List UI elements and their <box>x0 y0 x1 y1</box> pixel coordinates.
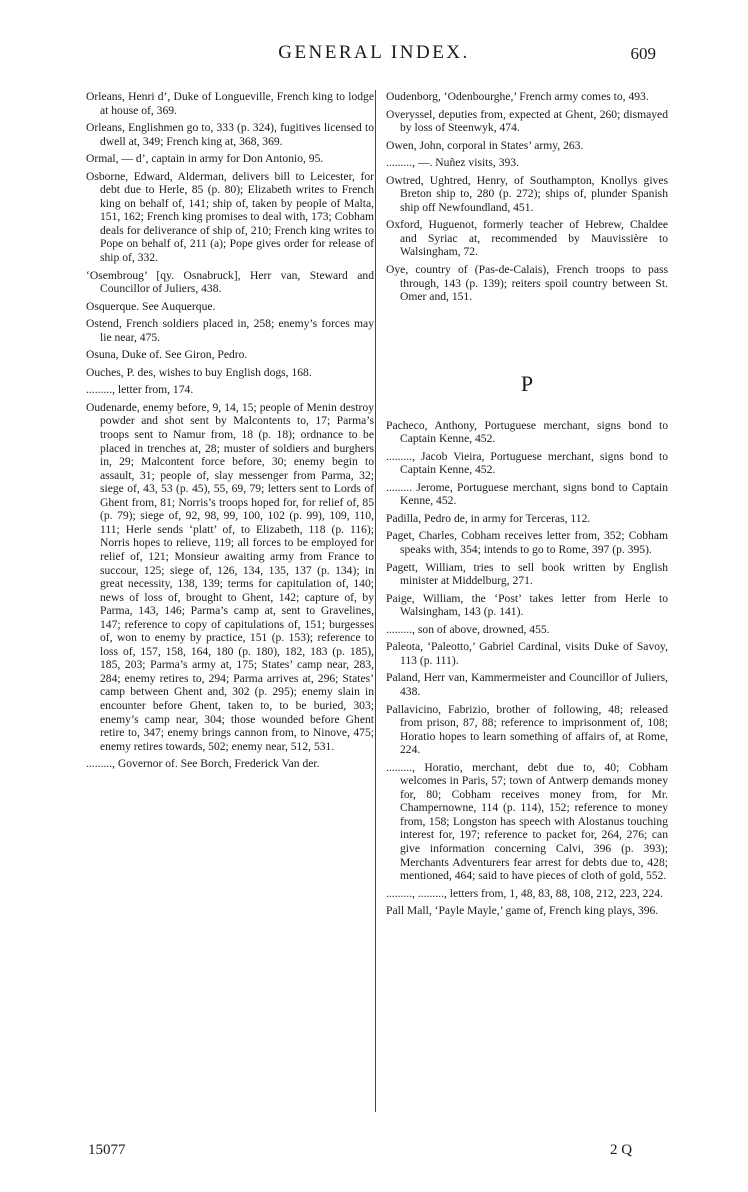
index-entry: Overyssel, deputies from, expected at Ghent, 260; dismayed by loss of Steenwyk, 474. <box>386 107 668 135</box>
index-entry: ........., Governor of. See Borch, Frederick Van der. <box>86 757 320 771</box>
right-column <box>386 90 668 922</box>
index-entry: Orleans, Henri d’, Duke of Longueville, French king to lodge at house of, 369. <box>86 90 374 117</box>
index-entry: Oxford, Huguenot, formerly teacher of Hebrew, Chaldee and Syriac at, recommended by Mauvissière to Walsingham, 72. <box>386 218 668 259</box>
left-column <box>86 90 374 775</box>
index-entry: Osborne, Edward, Alderman, delivers bill to Leicester, for debt due to Herle, 85 (p. 80); Elizabeth writes to French king on behalf of, 141; ship of, taken by people of Malta, 151, 162; French king promises to deal with, 173; Cobham deals for deliverance of ship of, 210; French king writes to Pope on behalf of, 211 (a); Pope gives order for release of ship of, 332. <box>86 169 374 265</box>
gathering-mark: 2 Q <box>610 1142 633 1158</box>
index-entry: Owen, John, corporal in States’ army, 263. <box>386 138 584 152</box>
column-divider <box>375 90 376 1112</box>
right-entries-p <box>386 419 668 918</box>
index-entry: Osuna, Duke of. See Giron, Pedro. <box>86 348 248 362</box>
index-entry: ‘Osembroug’ [qy. Osnabruck], Herr van, Steward and Councillor of Juliers, 438. <box>86 268 374 296</box>
signature-mark: 15077 <box>88 1142 126 1158</box>
index-entry: ........., Horatio, merchant, debt due to, 40; Cobham welcomes in Paris, 57; town of Antwerp demands money for, 80; Cobham receives money from, for Mr. Champernowne, 114 (p. 114), 152; reference to money from, 158; Longston has speech with Alostanus touching interest for, 197; reference to packet for, 264, 276; can give information concerning Calvi, 396 (p. 393); Merchants Adventurers fear arrest for debts due to, 428; mentioned, 464; said to have pieces of cloth of gold, 552. <box>386 760 668 883</box>
index-entry: Ouches, P. des, wishes to buy English dogs, 168. <box>86 365 312 379</box>
index-entry: Orleans, Englishmen go to, 333 (p. 324), fugitives licensed to dwell at, 349; French king at, 368, 369. <box>86 121 374 148</box>
section-letter: P <box>520 370 534 396</box>
index-entry: ........., —. Nuñez visits, 393. <box>386 156 519 170</box>
index-entry: Paleota, ‘Paleotto,’ Gabriel Cardinal, visits Duke of Savoy, 113 (p. 111). <box>386 640 668 667</box>
index-entry: Paige, William, the ‘Post’ takes letter from Herle to Walsingham, 143 (p. 141). <box>386 591 668 619</box>
index-entry: Oye, country of (Pas-de-Calais), French troops to pass through, 143 (p. 139); reiters spoil country between St. Omer and, 151. <box>386 263 668 304</box>
index-entry: Paget, Charles, Cobham receives letter from, 352; Cobham speaks with, 354; intends to go to Rome, 397 (p. 395). <box>386 529 668 557</box>
right-entries-o <box>386 90 668 304</box>
index-entry: Ormal, — d’, captain in army for Don Antonio, 95. <box>86 152 324 166</box>
page-number: 609 <box>630 44 656 63</box>
index-entry: Pagett, William, tries to sell book written by English minister at Middelburg, 271. <box>386 560 668 588</box>
index-entry: Ostend, French soldiers placed in, 258; enemy’s forces may lie near, 475. <box>86 317 374 344</box>
index-entry: Paland, Herr van, Kammermeister and Councillor of Juliers, 438. <box>386 671 668 698</box>
page-title: GENERAL INDEX. <box>278 42 470 63</box>
index-entry: ........., ........., letters from, 1, 48, 83, 88, 108, 212, 223, 224. <box>386 886 663 900</box>
index-entry: Pacheco, Anthony, Portuguese merchant, signs bond to Captain Kenne, 452. <box>386 418 668 446</box>
index-entry: Oudenborg, ‘Odenbourghe,’ French army comes to, 493. <box>386 90 649 103</box>
index-entry: ......... Jerome, Portuguese merchant, signs bond to Captain Kenne, 452. <box>386 480 668 508</box>
index-entry: Owtred, Ughtred, Henry, of Southampton, Knollys gives Breton ship to, 280 (p. 272); ships of, plunder Spanish ship off Newfoundland, 451. <box>386 173 668 214</box>
index-entry: Padilla, Pedro de, in army for Terceras, 112. <box>386 511 591 525</box>
index-entry: Pallavicino, Fabrizio, brother of following, 48; released from prison, 87, 88; reference to imprisonment of, 108; Horatio hopes to learn something of affairs of, at Rome, 224. <box>386 702 668 757</box>
index-entry: ........., son of above, drowned, 455. <box>386 622 550 636</box>
index-entry: Oudenarde, enemy before, 9, 14, 15; people of Menin destroy powder and shot sent by Malcontents to, 17; Parma’s troops sent to Namur from, 18 (p. 18); ordnance to be placed in trenches at, 28; muster of soldiers and burghers in, 29; Malcontent force before, 30; enemy begin to assault, 31; people of, slay messenger from Parma, 32; siege of, 43, 53 (p. 45), 55, 69, 79; letters sent to Lords of Ghent from, 81; Norris’s troops hoped for, for relief of, 85 (p. 79); siege of, 92, 98, 99, 100, 102 (p. 99), 109, 110, 111; Herle sends ‘platt’ of, to Elizabeth, 118 (p. 116); Norris hopes to relieve, 119; all forces to be employed for relief of, 121; Monsieur awaiting army from France to succour, 125; siege of, 126, 134, 135, 137 (p. 134); in great necessity, 138, 139; terms for capitulation of, 140; news of loss of, brought to Ghent, 142; capture of, by Parma, 143, 146; Parma’s camp at, sent to Gravelines, 147; reference to copy of capitulations of, 151; burgesses of, won to enemy by practice, 151 (p. 153); reference to loss of, 157, 158, 164, 180 (p. 180), 182, 183 (p. 185), 185, 203; Parma’s army at, 175; States’ camp near, 283, 284; enemy retires to, 294; Parma arrives at, 296; States’ camp between Ghent and, 302 (p. 295); enemy slain in encounter before Ghent, taken to, to be buried, 303; enemy’s camp near, 304; those wounded before Ghent retire to, 347; enemy brings cannon from, to Ninove, 475; enemy retires towards, 502; enemy near, 512, 531. <box>86 400 374 753</box>
index-entry: ........., letter from, 174. <box>86 383 194 397</box>
index-entry: Pall Mall, ‘Payle Mayle,’ game of, French king plays, 396. <box>386 904 659 918</box>
index-entry: ........., Jacob Vieira, Portuguese merchant, signs bond to Captain Kenne, 452. <box>386 449 668 477</box>
index-entry: Osquerque. See Auquerque. <box>86 299 216 313</box>
